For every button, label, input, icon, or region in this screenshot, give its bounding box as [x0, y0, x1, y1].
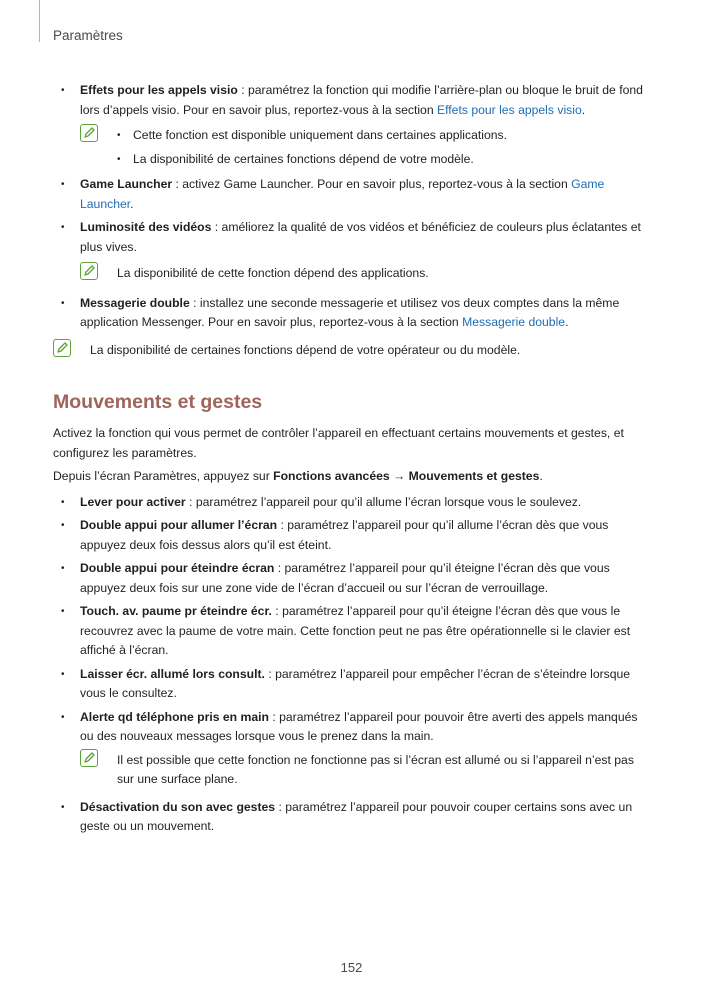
item-term: Game Launcher: [80, 177, 173, 191]
item-text-end: .: [581, 102, 586, 117]
section-heading: Mouvements et gestes: [53, 391, 263, 413]
item-term: Lever pour activer: [80, 494, 186, 509]
item-term: Alerte qd téléphone pris en main: [80, 709, 269, 724]
item-term: Double appui pour allumer l’écran: [80, 518, 278, 532]
list-item: [53, 175, 653, 214]
list-item: [53, 602, 653, 661]
note-text: La disponibilité de cette fonction dépend des applications.: [117, 266, 429, 280]
path-text: Depuis l’écran Paramètres, appuyez sur: [53, 469, 274, 483]
list-item: [53, 294, 653, 333]
section-link[interactable]: Messagerie double: [462, 315, 566, 329]
note-pencil-icon: [53, 339, 71, 357]
section-intro: Activez la fonction qui vous permet de contrôler l’appareil en effectuant certains mouvements et gestes, et configurez les paramètres.: [53, 426, 624, 460]
item-term: Effets pour les appels visio: [80, 83, 238, 97]
page-number: 152: [340, 960, 363, 975]
item-text: : paramétrez l’appareil pour qu’il éteigne l’écran dès que vous appuyez deux fois sur une zone vide de l’écran d’accueil ou sur l’écran de verrouillage.: [80, 561, 610, 595]
list-item: [53, 81, 653, 169]
item-text-end: .: [565, 315, 569, 329]
note-block: [80, 126, 653, 169]
list-item: [53, 708, 653, 790]
item-text: : paramétrez l’appareil pour qu’il allume l’écran lorsque vous le soulevez.: [185, 494, 582, 509]
item-term: Luminosité des vidéos: [80, 220, 212, 234]
gestures-list: [53, 493, 653, 837]
item-term: Touch. av. paume pr éteindre écr.: [80, 604, 272, 618]
note-block: [80, 264, 653, 284]
note-item: • La disponibilité de certaines fonctions dépend de votre modèle.: [117, 150, 653, 170]
item-text-end: .: [130, 196, 134, 211]
item-term: Désactivation du son avec gestes: [80, 799, 276, 814]
arrow-icon: →: [389, 469, 409, 483]
note-block: [53, 341, 653, 361]
settings-list: [53, 81, 653, 333]
list-item: [53, 516, 653, 555]
path-step: Mouvements et gestes: [408, 469, 540, 483]
note-pencil-icon: [80, 124, 98, 142]
item-text: : paramétrez l’appareil pour qu’il allume l’écran dès que vous appuyez deux fois dessus alors qu’il est éteint.: [80, 518, 609, 552]
item-text: : paramétrez l’appareil pour pouvoir être averti des appels manqués ou des nouveaux messages lorsque vous le prenez dans la main.: [80, 709, 638, 743]
item-term: Laisser écr. allumé lors consult.: [80, 666, 265, 681]
item-text: : paramétrez l’appareil pour pouvoir couper certains sons avec un geste ou un mouvement.: [80, 799, 633, 833]
item-text: : paramétrez l’appareil pour empêcher l’écran de s’éteindre lorsque vous le consultez.: [80, 666, 631, 700]
corner-rule: [39, 0, 40, 42]
note-text: La disponibilité de certaines fonctions dépend de votre opérateur ou du modèle.: [90, 342, 521, 357]
item-text: : installez une seconde messagerie et utilisez vos deux comptes dans la même application Messenger. Pour en savoir plus, reportez-vous à la section: [80, 295, 620, 329]
section-link[interactable]: Game Launcher: [80, 177, 605, 211]
section-link[interactable]: Effets pour les appels visio: [437, 102, 582, 117]
item-text: : améliorez la qualité de vos vidéos et bénéficiez de couleurs plus éclatantes et plus vives.: [80, 220, 641, 254]
item-text: : paramétrez la fonction qui modifie l’arrière-plan ou bloque le bruit de fond lors d’appels visio. Pour en savoir plus, reportez-vous à la section: [80, 83, 643, 117]
page-header: Paramètres: [53, 28, 123, 43]
item-term: Messagerie double: [80, 295, 190, 310]
list-item: [53, 798, 653, 837]
item-text: : activez Game Launcher. Pour en savoir plus, reportez-vous à la section: [172, 177, 572, 191]
list-item: [53, 493, 653, 513]
path-text-end: .: [539, 469, 543, 483]
path-step: Fonctions avancées: [273, 469, 390, 483]
note-list: [117, 126, 653, 169]
item-text: : paramétrez l’appareil pour qu’il éteigne l’écran dès que vous le recouvrez avec la paume de votre main. Cette fonction peut ne pas être opérationnelle si le clavier est affiché à l’écran.: [80, 604, 631, 657]
list-item: [53, 218, 653, 284]
navigation-path: [53, 467, 653, 487]
note-pencil-icon: [80, 262, 98, 280]
list-item: [53, 665, 653, 704]
note-block: [80, 751, 653, 790]
note-pencil-icon: [80, 749, 98, 767]
list-item: [53, 559, 653, 598]
note-item: • Cette fonction est disponible uniquement dans certaines applications.: [117, 126, 653, 146]
page-content: [53, 81, 653, 841]
item-term: Double appui pour éteindre écran: [80, 561, 275, 575]
note-text: Il est possible que cette fonction ne fonctionne pas si l’écran est allumé ou si l’appareil n’est pas sur une surface plane.: [117, 752, 634, 786]
